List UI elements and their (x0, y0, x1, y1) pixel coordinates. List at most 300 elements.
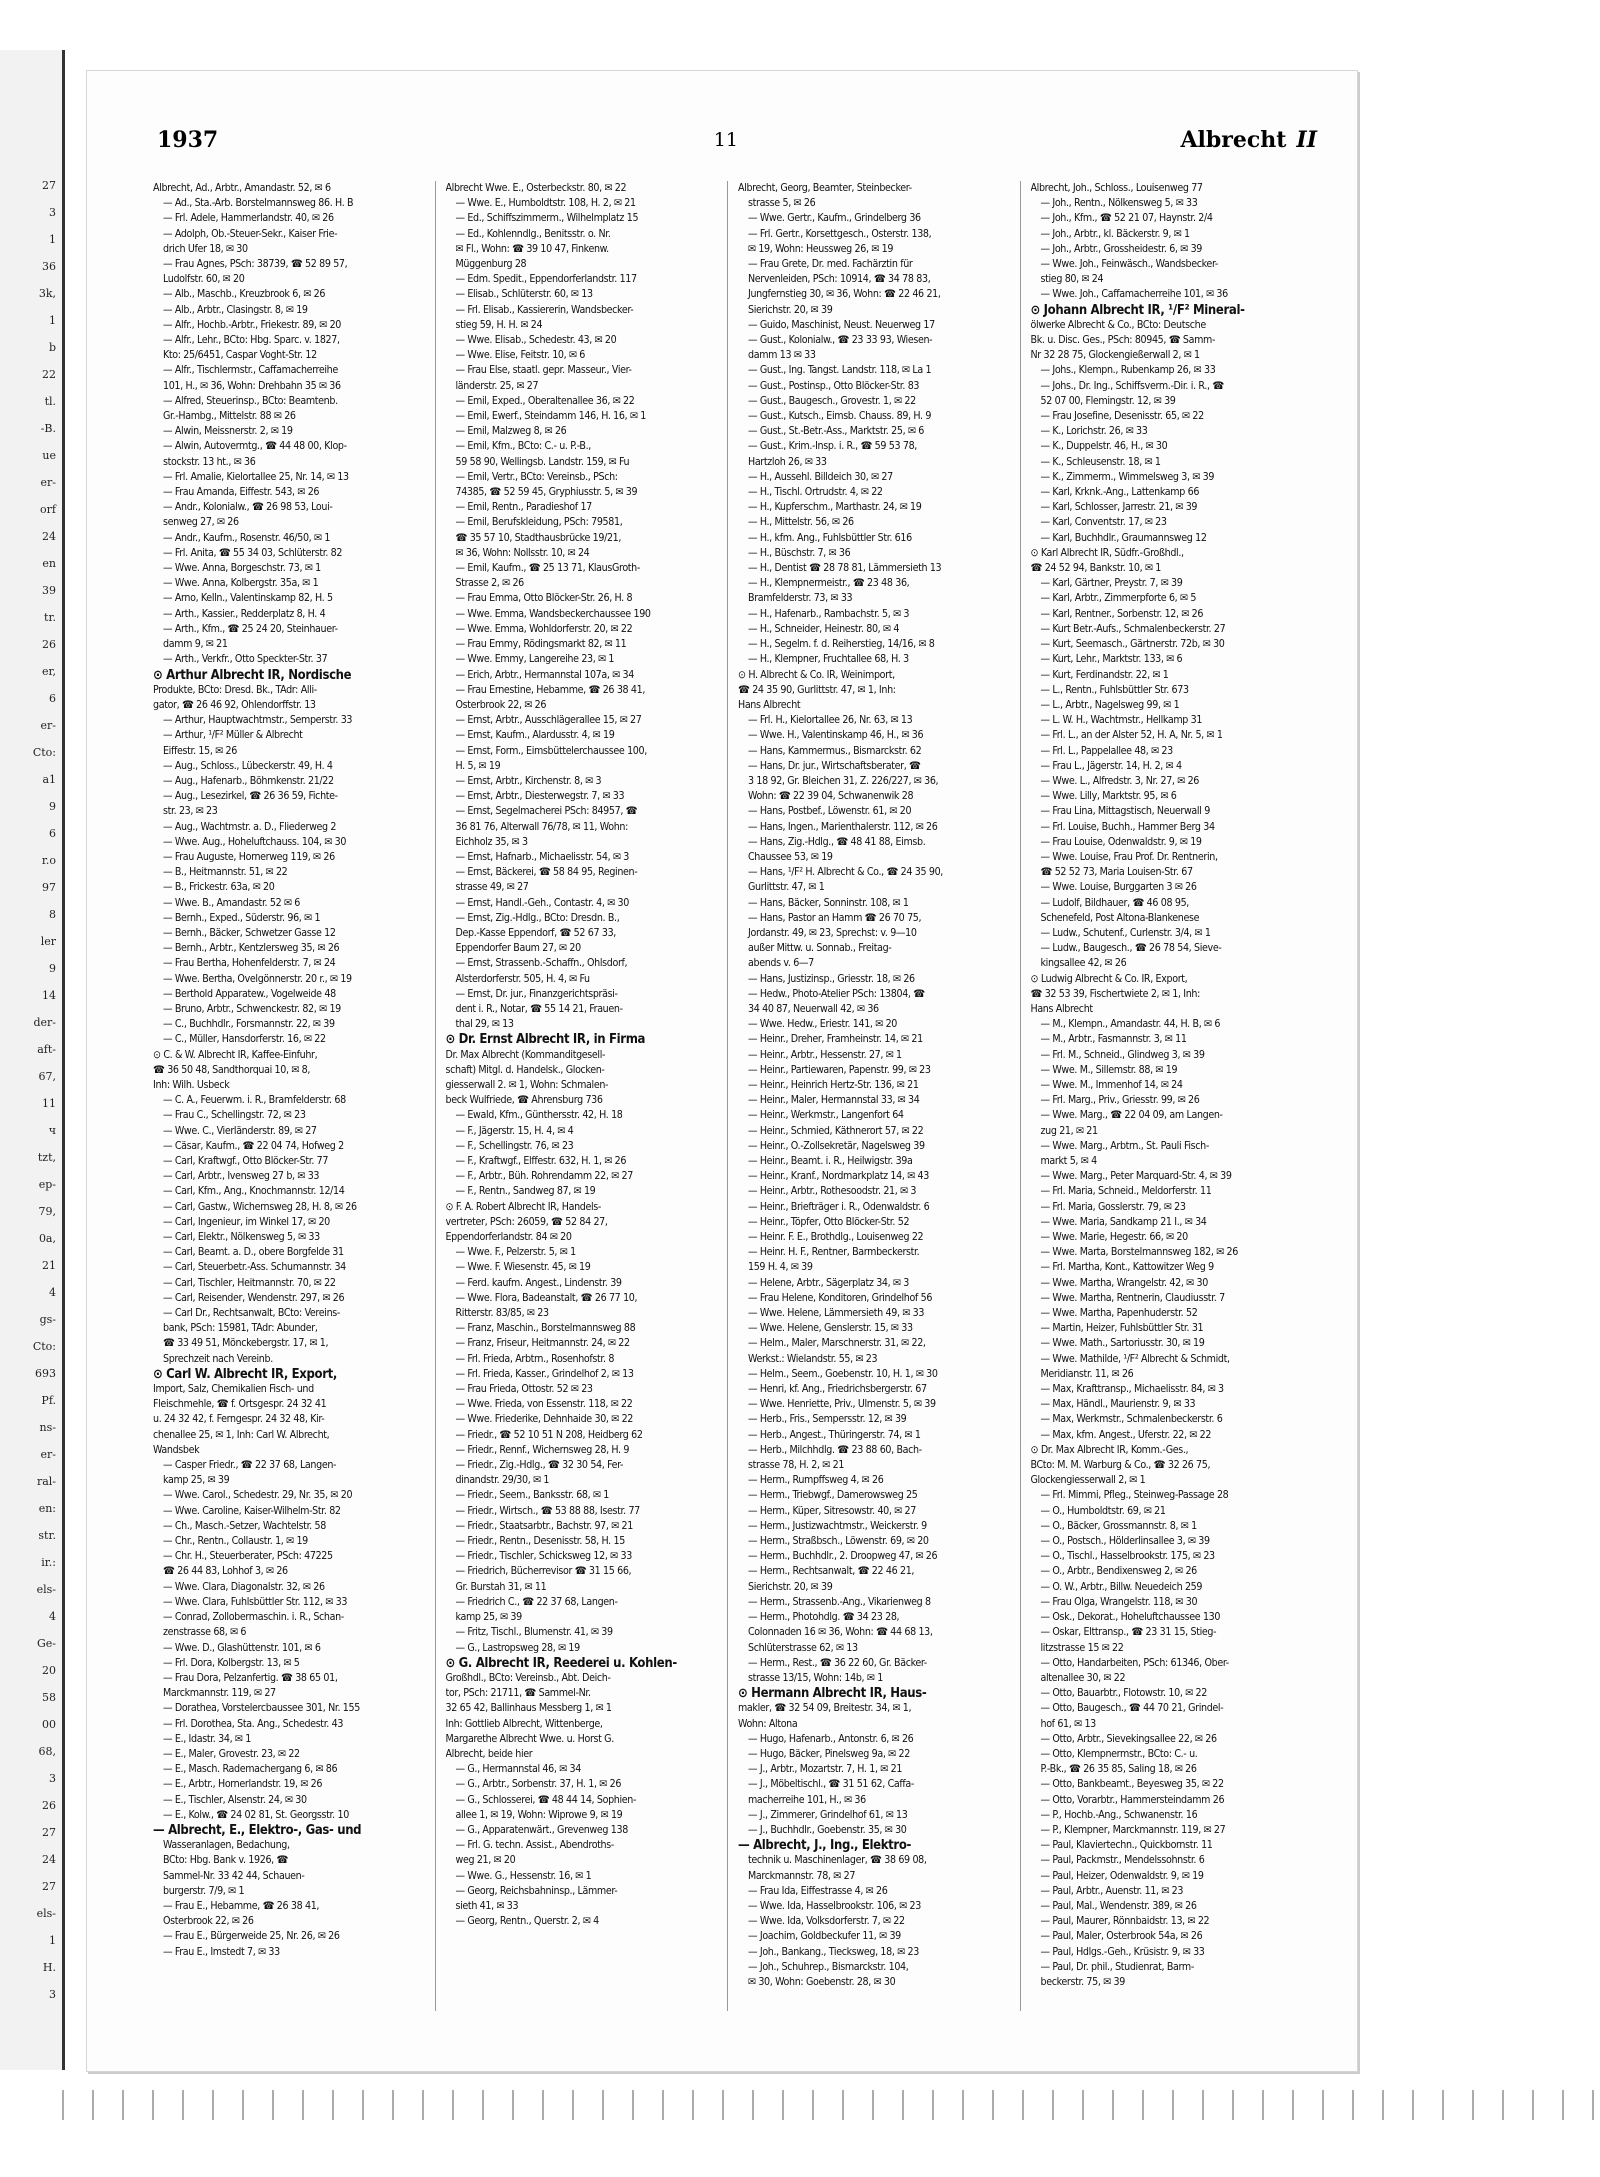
spine-text-fragment: 1 (49, 314, 56, 327)
directory-entry: — Herm., Photohdlg. ☎ 34 23 28, (748, 1611, 900, 1624)
directory-entry: — Wwe. Martha, Papenhuderstr. 52 (1040, 1307, 1198, 1320)
header-year: 1937 (157, 127, 219, 153)
spine-text-fragment: 26 (42, 638, 56, 651)
spine-text-fragment: 9 (49, 962, 56, 975)
directory-entry: — Karl, Rentner., Sorbenstr. 12, ✉ 26 (1040, 607, 1204, 620)
directory-entry: — Frau Auguste, Hornerweg 119, ✉ 26 (163, 850, 335, 863)
directory-entry: — Wwe. Elise, Feitstr. 10, ✉ 6 (455, 349, 585, 362)
directory-entry: — Heinr., Arbtr., Rothesoodstr. 21, ✉ 3 (748, 1185, 917, 1198)
spine-text-fragment: er, (41, 665, 56, 678)
directory-entry: — Emil, Rentn., Paradieshof 17 (455, 501, 592, 514)
directory-entry: — G., Schlosserei, ☎ 48 44 14, Sophien- (455, 1793, 637, 1806)
directory-entry: — Elisab., Schlüterstr. 60, ✉ 13 (455, 288, 593, 301)
directory-entry: — Ferd. kaufm. Angest., Lindenstr. 39 (455, 1276, 622, 1289)
directory-entry: — Bernh., Arbtr., Kentzlersweg 35, ✉ 26 (163, 942, 340, 955)
directory-entry: — C., Buchhdlr., Forsmannstr. 22, ✉ 39 (163, 1018, 335, 1031)
directory-entry: — Paul, Maler, Osterbrook 54a, ✉ 26 (1040, 1930, 1203, 1943)
directory-entry: — Ernst, Zig.-Hdlg., BCto: Dresdn. B., (455, 911, 620, 924)
directory-entry: — Otto, Vorarbtr., Hammersteindamm 26 (1040, 1793, 1225, 1806)
spine-text-fragment: 3 (49, 1772, 56, 1785)
directory-entry: — Wwe. F., Pelzerstr. 5, ✉ 1 (455, 1246, 576, 1259)
directory-entry: — Adolph, Ob.-Steuer-Sekr., Kaiser Frie- (163, 227, 338, 240)
directory-entry: — Paul, Hdlgs.-Geh., Krüsistr. 9, ✉ 33 (1040, 1945, 1205, 1958)
directory-entry: Import, Salz, Chemikalien Fisch- und (153, 1383, 314, 1396)
directory-entry: — C. A., Feuerwm. i. R., Bramfelderstr. 68 (163, 1094, 346, 1107)
spine-text-fragment: 3 (49, 1988, 56, 2001)
directory-entry: sieth 41, ✉ 33 (455, 1899, 519, 1912)
directory-entry: — Wwe. Flora, Badeanstalt, ☎ 26 77 10, (455, 1291, 638, 1304)
directory-entry: — Albrecht, J., Ing., Elektro- (738, 1838, 912, 1854)
directory-entry: — Hans, Dr. jur., Wirtschaftsberater, ☎ (748, 759, 921, 772)
directory-entry: — Max, Händl., Maurienstr. 9, ✉ 33 (1040, 1398, 1196, 1411)
spine-text-fragment: 68, (38, 1745, 56, 1758)
directory-entry: zug 21, ✉ 21 (1040, 1124, 1098, 1137)
directory-entry: — Ernst, Dr. jur., Finanzgerichtspräsi- (455, 987, 618, 1000)
spine-text-fragment: 39 (42, 584, 56, 597)
directory-entry: litzstrasse 15 ✉ 22 (1040, 1641, 1124, 1654)
spine-text-fragment: 21 (42, 1259, 56, 1272)
directory-entry: — Frl. H., Kielortallee 26, Nr. 63, ✉ 13 (748, 714, 913, 727)
directory-entry: markt 5, ✉ 4 (1040, 1155, 1097, 1167)
directory-entry: — Wwe. Frieda, von Essenstr. 118, ✉ 22 (455, 1398, 633, 1411)
directory-entry: — Friedr., Tischler, Schicksweg 12, ✉ 33 (455, 1550, 632, 1563)
directory-entry: — Heinr., Maler, Hermannstal 33, ✉ 34 (748, 1094, 920, 1107)
directory-entry: — Frau Louise, Odenwaldstr. 9, ✉ 19 (1040, 835, 1202, 848)
directory-entry: Wohn: ☎ 22 39 04, Schwanenwik 28 (748, 790, 914, 803)
page-number: 11 (713, 129, 738, 151)
directory-entry: — Hans, Kammermus., Bismarckstr. 62 (748, 744, 922, 757)
directory-entry: — Wwe. Aug., Hoheluftchauss. 104, ✉ 30 (163, 835, 347, 848)
directory-entry: — K., Schleusenstr. 18, ✉ 1 (1040, 455, 1161, 468)
directory-entry: — Herb., Angest., Thüringerstr. 74, ✉ 1 (748, 1428, 921, 1441)
directory-entry: — J., Möbeltischl., ☎ 31 51 62, Caffa- (748, 1778, 914, 1791)
directory-entry: Schlüterstrasse 62, ✉ 13 (748, 1641, 858, 1654)
directory-entry: weg 21, ✉ 20 (455, 1854, 516, 1867)
directory-entry: — Frau Grete, Dr. med. Fachärztin für (748, 258, 913, 271)
spine-text-fragment: 3k, (38, 287, 56, 300)
directory-entry: — Joachim, Goldbeckufer 11, ✉ 39 (748, 1930, 901, 1943)
directory-entry: — Frl. L., Pappelallee 48, ✉ 23 (1040, 744, 1173, 757)
directory-entry: Strasse 2, ✉ 26 (455, 577, 524, 590)
directory-entry: — Alfr., Hochb.-Arbtr., Friekestr. 89, ✉ 20 (163, 318, 342, 331)
directory-entry: schaft) Mitgl. d. Handelsk., Glocken- (445, 1063, 605, 1076)
directory-entry: — E., Maler, Grovestr. 23, ✉ 22 (163, 1747, 300, 1760)
directory-entry: ☎ 35 57 10, Stadthausbrücke 19/21, (455, 531, 622, 544)
directory-entry: — Paul, Packmstr., Mendelssohnstr. 6 (1040, 1854, 1205, 1867)
directory-entry: — Arthur, Hauptwachtmstr., Semperstr. 33 (163, 714, 353, 727)
directory-entry: — Heinr., Briefträger i. R., Odenwaldstr. 6 (748, 1200, 930, 1213)
directory-entry: Jordanstr. 49, ✉ 23, Sprechst: v. 9—10 (748, 926, 917, 939)
directory-entry: — Casper Friedr., ☎ 22 37 68, Langen- (163, 1459, 337, 1472)
directory-entry: — Joh., Rentn., Nölkensweg 5, ✉ 33 (1040, 197, 1198, 210)
directory-entry: ✉ 36, Wohn: Nollsstr. 10, ✉ 24 (455, 546, 590, 559)
directory-entry: — Wwe. Hedw., Eriestr. 141, ✉ 20 (748, 1018, 898, 1031)
directory-entry: — Heinr. H. F., Rentner, Barmbeckerstr. (748, 1246, 920, 1259)
directory-entry: — Wwe. Math., Sartoriusstr. 30, ✉ 19 (1040, 1337, 1205, 1350)
spine-text-fragment: Cto: (32, 1340, 56, 1353)
directory-entry: — Wwe. Emma, Wohldorferstr. 20, ✉ 22 (455, 622, 633, 635)
directory-entry: beckerstr. 75, ✉ 39 (1040, 1975, 1125, 1988)
directory-entry: — Heinr., Werkmstr., Langenfort 64 (748, 1109, 904, 1122)
directory-entry: Dr. Max Albrecht (Kommanditgesell- (445, 1048, 606, 1061)
directory-entry: — E., Masch. Rademachergang 6, ✉ 86 (163, 1763, 338, 1776)
directory-entry: strasse 13/15, Wohn: 14b, ✉ 1 (748, 1671, 883, 1684)
directory-entry: — Emil, Kfm., BCto: C.- u. P.-B., (455, 440, 591, 453)
directory-entry: — Dorathea, Vorstelercbaussee 301, Nr. 155 (163, 1702, 360, 1715)
directory-entry: — Wwe. Marg., Peter Marquard-Str. 4, ✉ 39 (1040, 1170, 1232, 1183)
directory-entry: Hans Albrecht (738, 698, 801, 711)
directory-entry: — Wwe. Ida, Volksdorferstr. 7, ✉ 22 (748, 1915, 905, 1928)
directory-entry: — Frau Olga, Wrangelstr. 118, ✉ 30 (1040, 1595, 1198, 1608)
spine-text-fragment: 24 (42, 530, 56, 543)
directory-entry: — Bernh., Bäcker, Schwetzer Gasse 12 (163, 926, 336, 939)
spine-text-fragment: ral- (36, 1475, 56, 1488)
directory-entry: — F., Rentn., Sandweg 87, ✉ 19 (455, 1185, 596, 1198)
spine-text-fragment: 00 (42, 1718, 56, 1731)
directory-entry: — Otto, Bankbeamt., Beyesweg 35, ✉ 22 (1040, 1778, 1224, 1791)
directory-entry: Albrecht, Joh., Schloss., Louisenweg 77 (1030, 182, 1203, 194)
directory-entry: Eppendorferlandstr. 84 ✉ 20 (445, 1231, 572, 1244)
directory-entry: — Gust., Krim.-Insp. i. R., ☎ 59 53 78, (748, 440, 917, 453)
directory-entry: — Aug., Hafenarb., Böhmkenstr. 21/22 (163, 774, 334, 787)
directory-entry: — Ed., Kohlenndlg., Benitsstr. o. Nr. (455, 227, 611, 240)
spine-text-fragment: ep- (38, 1178, 56, 1191)
directory-entry: — Franz, Friseur, Heitmannstr. 24, ✉ 22 (455, 1337, 630, 1350)
directory-entry: — Frl. Martha, Kont., Kattowitzer Weg 9 (1040, 1261, 1214, 1274)
directory-entry: — J., Arbtr., Mozartstr. 7, H. 1, ✉ 21 (748, 1763, 903, 1776)
directory-entry: — Frau Ida, Eiffestrasse 4, ✉ 26 (748, 1884, 888, 1897)
directory-entry: länderstr. 25, ✉ 27 (455, 379, 539, 392)
directory-entry: — Wwe. Maria, Sandkamp 21 I., ✉ 34 (1040, 1215, 1207, 1228)
directory-entry: — Guido, Maschinist, Neust. Neuerweg 17 (748, 318, 935, 331)
directory-entry: stieg 59, H. H. ✉ 24 (455, 318, 543, 331)
directory-entry: ☎ 32 53 39, Fischertwiete 2, ✉ 1, Inh: (1030, 987, 1200, 1000)
directory-entry: — O., Bäcker, Grossmannstr. 8, ✉ 1 (1040, 1519, 1197, 1532)
directory-entry: — Wwe. Martha, Wrangelstr. 42, ✉ 30 (1040, 1276, 1208, 1289)
directory-entry: — Wwe. Marie, Hegestr. 66, ✉ 20 (1040, 1231, 1188, 1244)
directory-entry: ☎ 24 52 94, Bankstr. 10, ✉ 1 (1030, 562, 1161, 575)
directory-entry: — J., Zimmerer, Grindelhof 61, ✉ 13 (748, 1808, 908, 1821)
directory-entry: kamp 25, ✉ 39 (163, 1474, 230, 1487)
directory-entry: hof 61, ✉ 13 (1040, 1717, 1096, 1730)
directory-entry: — Herb., Fris., Sempersstr. 12, ✉ 39 (748, 1413, 907, 1426)
scan-border-strip (62, 2090, 1600, 2120)
directory-entry: — Alfr., Tischlermstr., Caffamacherreihe (163, 364, 338, 377)
directory-entry: — Wwe. B., Amandastr. 52 ✉ 6 (163, 896, 301, 909)
directory-entry: — Emil, Malzweg 8, ✉ 26 (455, 425, 567, 438)
directory-entry: — Frl. Maria, Gosslerstr. 79, ✉ 23 (1040, 1200, 1186, 1213)
directory-entry: — Paul, Mal., Wendenstr. 389, ✉ 26 (1040, 1899, 1197, 1912)
directory-entry: H. 5, ✉ 19 (455, 759, 501, 772)
directory-entry: — Arthur, ¹/F² Müller & Albrecht (163, 729, 303, 742)
directory-entry: — Frl. Maria, Schneid., Meldorferstr. 11 (1040, 1185, 1212, 1198)
directory-entry: 74385, ☎ 52 59 45, Gryphiusstr. 5, ✉ 39 (455, 486, 638, 499)
directory-entry: — Wwe. Bertha, Ovelgönnerstr. 20 r., ✉ 19 (163, 972, 352, 985)
directory-entry: — Gust., Postinsp., Otto Blöcker-Str. 83 (748, 379, 920, 392)
directory-entry: — Wwe. Anna, Borgeschstr. 73, ✉ 1 (163, 562, 321, 575)
directory-entry: — O., Arbtr., Bendixensweg 2, ✉ 26 (1040, 1565, 1197, 1578)
spine-text-fragment: str. (38, 1529, 56, 1542)
directory-entry: — Frl. Gertr., Korsettgesch., Osterstr. 138, (748, 227, 932, 240)
directory-entry: Inh: Wilh. Usbeck (153, 1078, 230, 1091)
directory-entry: — Wwe. F. Wiesenstr. 45, ✉ 19 (455, 1261, 591, 1274)
running-title-roman: II (1296, 127, 1317, 153)
spine-text-fragment: 26 (42, 1799, 56, 1812)
directory-entry: kingsallee 42, ✉ 26 (1040, 957, 1127, 970)
directory-entry: — Wwe. M., Sillemstr. 88, ✉ 19 (1040, 1063, 1178, 1076)
directory-entry: — Frau Lina, Mittagstisch, Neuerwall 9 (1040, 805, 1210, 818)
directory-entry: — Herm., Rumpffsweg 4, ✉ 26 (748, 1474, 884, 1487)
directory-entry: ölwerke Albrecht & Co., BCto: Deutsche (1030, 318, 1206, 331)
directory-entry: dent i. R., Notar, ☎ 55 14 21, Frauen- (455, 1002, 623, 1015)
directory-entry: — G., Hermannstal 46, ✉ 34 (455, 1763, 581, 1776)
directory-entry: senweg 27, ✉ 26 (163, 516, 239, 529)
directory-entry: — K., Lorichstr. 26, ✉ 33 (1040, 425, 1148, 438)
spine-text-fragment: 693 (35, 1367, 56, 1380)
directory-entry: — Karl, Buchhdlr., Graumannsweg 12 (1040, 531, 1207, 544)
directory-entry: ☎ 33 49 51, Mönckebergstr. 17, ✉ 1, (163, 1337, 329, 1350)
directory-entry: — Carl, Elektr., Nölkensweg 5, ✉ 33 (163, 1231, 320, 1244)
directory-entry: macherreihe 101, H., ✉ 36 (748, 1793, 866, 1806)
directory-entry: — Gust., Kutsch., Eimsb. Chauss. 89, H. 9 (748, 410, 932, 423)
directory-entry: — Otto, Arbtr., Sievekingsallee 22, ✉ 26 (1040, 1732, 1217, 1745)
directory-entry: — Carl, Kraftwgf., Otto Blöcker-Str. 77 (163, 1155, 329, 1167)
directory-entry: — H., Tischl. Ortrudstr. 4, ✉ 22 (748, 486, 883, 499)
directory-entry: — Frl. Dorothea, Sta. Ang., Schedestr. 43 (163, 1717, 344, 1730)
directory-entry: Sierichstr. 20, ✉ 39 (748, 1580, 833, 1593)
directory-entry: — Frau Emma, Otto Blöcker-Str. 26, H. 8 (455, 592, 633, 605)
spine-text-fragment: tr. (44, 611, 56, 624)
directory-entry: — Kurt, Lehr., Marktstr. 133, ✉ 6 (1040, 653, 1183, 666)
directory-entry: — Ernst, Kaufm., Alardusstr. 4, ✉ 19 (455, 729, 615, 742)
directory-entry: — Wwe. Lilly, Marktstr. 95, ✉ 6 (1040, 790, 1177, 803)
directory-entry: Sprechzeit nach Vereinb. (163, 1352, 273, 1365)
spine-text-fragment: Pf. (41, 1394, 56, 1407)
directory-entry: — Wwe. Ida, Hasselbrookstr. 106, ✉ 23 (748, 1899, 921, 1912)
directory-entry: — Cäsar, Kaufm., ☎ 22 04 74, Hofweg 2 (163, 1139, 344, 1152)
directory-entry: Dep.-Kasse Eppendorf, ☎ 52 67 33, (455, 926, 616, 939)
page-header (157, 127, 1317, 167)
directory-entry: stockstr. 13 ht., ✉ 36 (163, 455, 256, 468)
directory-entry: — Hugo, Hafenarb., Antonstr. 6, ✉ 26 (748, 1732, 914, 1745)
directory-entry: — Carl, Kfm., Ang., Knochmannstr. 12/14 (163, 1185, 345, 1198)
directory-entry: Marckmannstr. 119, ✉ 27 (163, 1687, 276, 1700)
directory-entry: — Wwe. Gertr., Kaufm., Grindelberg 36 (748, 212, 921, 225)
directory-entry: Nervenleiden, PSch: 10914, ☎ 34 78 83, (748, 273, 931, 286)
directory-entry: — Friedr., Rentn., Desenisstr. 58, H. 15 (455, 1535, 625, 1548)
directory-entry: — Frau C., Schellingstr. 72, ✉ 23 (163, 1109, 306, 1122)
spine-text-fragment: 8 (49, 908, 56, 921)
directory-entry: Gurlittstr. 47, ✉ 1 (748, 881, 825, 894)
directory-entry: außer Mittw. u. Sonnab., Freitag- (748, 942, 892, 955)
directory-entry: ☎ 24 35 90, Gurlittstr. 47, ✉ 1, Inh: (738, 683, 896, 696)
directory-entry: strasse 49, ✉ 27 (455, 881, 529, 894)
spine-text-fragment: 27 (42, 1880, 56, 1893)
spine-text-fragment: tzt, (37, 1151, 56, 1164)
spine-text-fragment: gs- (39, 1313, 56, 1326)
directory-columns (153, 181, 1313, 2011)
directory-entry: — Frau E., Imstedt 7, ✉ 33 (163, 1945, 280, 1958)
directory-entry: — Gust., Ing. Tangst. Landstr. 118, ✉ La 1 (748, 364, 932, 377)
spine-text-fragment: er- (40, 719, 56, 732)
directory-entry: — Aug., Wachtmstr. a. D., Fliederweg 2 (163, 820, 337, 833)
directory-entry: — J., Buchhdlr., Goebenstr. 35, ✉ 30 (748, 1823, 907, 1836)
directory-entry: — Frau Bertha, Hohenfelderstr. 7, ✉ 24 (163, 957, 336, 970)
directory-entry: — Ludolf, Bildhauer, ☎ 46 08 95, (1040, 896, 1189, 909)
spine-text-fragment: 1 (49, 1934, 56, 1947)
directory-entry: — Frau Emmy, Rödingsmarkt 82, ✉ 11 (455, 638, 627, 651)
directory-entry: — H., Segelm. f. d. Reiherstieg, 14/16, ✉ 8 (748, 638, 935, 651)
spine-text-fragment: 3 (49, 206, 56, 219)
directory-entry: makler, ☎ 32 54 09, Breitestr. 34, ✉ 1, (738, 1702, 912, 1715)
spine-text-fragment: en (42, 557, 56, 570)
directory-entry: — Kurt Betr.-Aufs., Schmalenbeckerstr. 27 (1040, 622, 1226, 635)
directory-entry: — Wwe. C., Vierländerstr. 89, ✉ 27 (163, 1124, 317, 1137)
directory-entry: — L., Rentn., Fuhlsbüttler Str. 673 (1040, 683, 1189, 696)
directory-entry: allee 1, ✉ 19, Wohn: Wiprowe 9, ✉ 19 (455, 1808, 623, 1821)
directory-entry: — F., Arbtr., Büh. Rohrendamm 22, ✉ 27 (455, 1170, 633, 1183)
directory-entry: — Wwe. Elisab., Schedestr. 43, ✉ 20 (455, 334, 617, 347)
directory-entry: — Wwe. H., Valentinskamp 46, H., ✉ 36 (748, 729, 924, 742)
directory-entry: strasse 78, H. 2, ✉ 21 (748, 1459, 845, 1472)
directory-entry: ⊙ Dr. Ernst Albrecht IR, in Firma (445, 1032, 646, 1048)
directory-entry: 101, H., ✉ 36, Wohn: Drehbahn 35 ✉ 36 (163, 379, 341, 392)
directory-entry: — F., Schellingstr. 76, ✉ 23 (455, 1139, 574, 1152)
directory-entry: — Frl. Marg., Priv., Griesstr. 99, ✉ 26 (1040, 1094, 1200, 1107)
directory-entry: — Joh., Schuhrep., Bismarckstr. 104, (748, 1960, 909, 1973)
directory-entry: ⊙ Johann Albrecht IR, ¹/F² Mineral- (1030, 302, 1245, 318)
directory-entry: Wohn: Altona (738, 1717, 798, 1730)
directory-entry: — Ernst, Arbtr., Diesterwegstr. 7, ✉ 33 (455, 790, 625, 803)
directory-entry: — M., Arbtr., Fasmannstr. 3, ✉ 11 (1040, 1033, 1187, 1046)
spine-text-fragment: ns- (39, 1421, 56, 1434)
directory-entry: — H., Kupferschm., Marthastr. 24, ✉ 19 (748, 501, 922, 514)
directory-entry: Jungfernstieg 30, ✉ 36, Wohn: ☎ 22 46 21, (748, 288, 941, 301)
directory-entry: ✉ Fl., Wohn: ☎ 39 10 47, Finkenw. (455, 242, 609, 255)
directory-entry: — Berthold Apparatew., Vogelweide 48 (163, 987, 336, 1000)
spine-text-fragment: ir.: (41, 1556, 56, 1569)
directory-entry: — Paul, Dr. phil., Studienrat, Barm- (1040, 1960, 1194, 1973)
spine-text-fragment: Cto: (32, 746, 56, 759)
directory-entry: — Heinr., Töpfer, Otto Blöcker-Str. 52 (748, 1215, 910, 1228)
directory-entry: — Conrad, Zollobermaschin. i. R., Schan- (163, 1611, 344, 1624)
directory-entry: — Frl. L., an der Alster 52, H. A, Nr. 5, ✉ 1 (1040, 729, 1223, 742)
directory-entry: — Heinr., Schmied, Käthnerort 57, ✉ 22 (748, 1124, 924, 1137)
directory-entry: — Paul, Heizer, Odenwaldstr. 9, ✉ 19 (1040, 1869, 1204, 1882)
directory-entry: — Carl, Gastw., Wichernsweg 28, H. 8, ✉ 26 (163, 1200, 357, 1213)
directory-entry: — Friedr., Staatsarbtr., Bachstr. 97, ✉ 21 (455, 1519, 633, 1532)
directory-entry: tor, PSch: 21711, ☎ Sammel-Nr. (445, 1687, 591, 1700)
directory-entry: Gr. Burstah 31, ✉ 11 (455, 1580, 547, 1593)
directory-entry: ☎ 26 44 83, Lohhof 3, ✉ 26 (163, 1565, 288, 1578)
spine-text-fragment: b (48, 341, 56, 354)
spine-text-fragment: ler (40, 935, 56, 948)
directory-entry: Albrecht, Ad., Arbtr., Amandastr. 52, ✉ 6 (153, 182, 331, 194)
directory-entry: — Wwe. Clara, Diagonalstr. 32, ✉ 26 (163, 1580, 325, 1593)
directory-entry: — Ludw., Schutenf., Curlenstr. 3/4, ✉ 1 (1040, 926, 1211, 939)
directory-entry: Inh: Gottlieb Albrecht, Wittenberge, (445, 1717, 603, 1730)
directory-entry: — Wwe. Helene, Genslerstr. 15, ✉ 33 (748, 1322, 913, 1335)
directory-entry: — Erich, Arbtr., Hermannstal 107a, ✉ 34 (455, 668, 634, 681)
directory-entry: — H., Mittelstr. 56, ✉ 26 (748, 516, 854, 529)
directory-entry: — Herm., Straßbsch., Löwenstr. 69, ✉ 20 (748, 1535, 929, 1548)
directory-entry: — H., Klempner, Fruchtallee 68, H. 3 (748, 653, 909, 666)
directory-entry: Müggenburg 28 (455, 258, 527, 271)
running-title (1180, 127, 1317, 153)
directory-entry: 59 58 90, Wellingsb. Landstr. 159, ✉ Fu (455, 455, 630, 468)
directory-entry: — Herm., Buchhdlr., 2. Droopweg 47, ✉ 26 (748, 1550, 938, 1563)
directory-entry: — Herm., Strassenb.-Ang., Vikarienweg 8 (748, 1595, 931, 1608)
directory-entry: — H., Büschstr. 7, ✉ 36 (748, 546, 851, 559)
directory-entry: — Andr., Kolonialw., ☎ 26 98 53, Loui- (163, 501, 333, 514)
directory-entry: — Wwe. L., Alfredstr. 3, Nr. 27, ✉ 26 (1040, 774, 1199, 787)
spine-text-fragment: 27 (42, 179, 56, 192)
directory-entry: Albrecht, beide hier (445, 1747, 533, 1760)
directory-entry: — Fritz, Tischl., Blumenstr. 41, ✉ 39 (455, 1626, 613, 1639)
directory-entry: Glockengiesserwall 2, ✉ 1 (1030, 1474, 1146, 1487)
directory-entry: — Wwe. Emma, Wandsbeckerchaussee 190 (455, 607, 651, 620)
directory-entry: vertreter, PSch: 26059, ☎ 52 84 27, (445, 1215, 608, 1228)
directory-entry: — Herm., Justizwachtmstr., Weickerstr. 9 (748, 1519, 927, 1532)
directory-entry: — Frau Dora, Pelzanfertig. ☎ 38 65 01, (163, 1671, 338, 1684)
directory-entry: ⊙ C. & W. Albrecht IR, Kaffee-Einfuhr, (153, 1048, 318, 1061)
directory-entry: Produkte, BCto: Dresd. Bk., TAdr: Alli- (153, 683, 317, 696)
directory-entry: — Hans, Pastor an Hamm ☎ 26 70 75, (748, 911, 922, 924)
directory-entry: — Emil, Exped., Oberaltenallee 36, ✉ 22 (455, 394, 635, 407)
directory-entry: — Wwe. Louise, Frau Prof. Dr. Rentnerin, (1040, 850, 1218, 863)
directory-entry: Sammel-Nr. 33 42 44, Schauen- (163, 1869, 305, 1882)
directory-entry: — Chr., Rentn., Collaustr. 1, ✉ 19 (163, 1535, 308, 1548)
spine-text-fragment: els- (36, 1907, 56, 1920)
directory-entry: Gr.-Hambg., Mittelstr. 88 ✉ 26 (163, 410, 296, 423)
spine-text-fragment: en: (38, 1502, 56, 1515)
directory-entry: — Emil, Vertr., BCto: Vereinsb., PSch: (455, 470, 618, 483)
spine-text-fragment: der- (33, 1016, 56, 1029)
directory-entry: — Ad., Sta.-Arb. Borstelmannsweg 86. H. B (163, 197, 354, 210)
directory-entry: — Frau Else, staatl. gepr. Masseur., Vier- (455, 364, 632, 377)
directory-entry: — Karl, Krknk.-Ang., Lattenkamp 66 (1040, 486, 1200, 499)
directory-entry: thal 29, ✉ 13 (455, 1018, 514, 1031)
directory-entry: burgerstr. 7/9, ✉ 1 (163, 1884, 245, 1897)
directory-entry: Wasseranlagen, Bedachung, (163, 1839, 290, 1852)
directory-entry: ⊙ Karl Albrecht IR, Südfr.-Großhdl., (1030, 546, 1184, 559)
directory-entry: — K., Zimmerm., Wimmelsweg 3, ✉ 39 (1040, 470, 1215, 483)
directory-entry: — Heinr., Dreher, Framheinstr. 14, ✉ 21 (748, 1033, 923, 1046)
directory-entry: str. 23, ✉ 23 (163, 805, 218, 818)
directory-entry: — E., Tischler, Alsenstr. 24, ✉ 30 (163, 1793, 307, 1806)
directory-entry: — Heinr., O.-Zollsekretär, Nagelsweg 39 (748, 1139, 925, 1152)
directory-entry: — Wwe. Friederike, Dehnhaide 30, ✉ 22 (455, 1413, 634, 1426)
directory-entry: Meridianstr. 11, ✉ 26 (1040, 1367, 1134, 1380)
directory-entry: — Frl. Frieda, Arbtrn., Rosenhofstr. 8 (455, 1352, 615, 1365)
directory-entry: — Aug., Lesezirkel, ☎ 26 36 59, Fichte- (163, 790, 338, 803)
directory-entry: — E., Arbtr., Hornerlandstr. 19, ✉ 26 (163, 1778, 323, 1791)
directory-entry: — Paul, Arbtr., Auenstr. 11, ✉ 23 (1040, 1884, 1184, 1897)
directory-entry: — Hedw., Photo-Atelier PSch: 13804, ☎ (748, 987, 925, 1000)
directory-entry: 32 65 42, Ballinhaus Messberg 1, ✉ 1 (445, 1702, 612, 1715)
directory-entry: — Ernst, Form., Eimsbüttelerchaussee 100, (455, 744, 647, 757)
directory-entry: Ritterstr. 83/85, ✉ 23 (455, 1307, 549, 1320)
directory-entry: — Helm., Maler, Marschnerstr. 31, ✉ 22, (748, 1337, 926, 1350)
spine-text-fragment: 4 (49, 1286, 56, 1299)
spine-text-fragment: aft- (37, 1043, 56, 1056)
spine-text-fragment: 79, (38, 1205, 56, 1218)
directory-entry: — Ludw., Baugesch., ☎ 26 78 54, Sieve- (1040, 942, 1222, 955)
directory-entry: — M., Klempn., Amandastr. 44, H. B, ✉ 6 (1040, 1018, 1221, 1031)
directory-entry: — Frau Agnes, PSch: 38739, ☎ 52 89 57, (163, 258, 348, 271)
spine-text-fragment: 0a, (38, 1232, 56, 1245)
directory-entry: ✉ 19, Wohn: Heussweg 26, ✉ 19 (748, 242, 894, 255)
